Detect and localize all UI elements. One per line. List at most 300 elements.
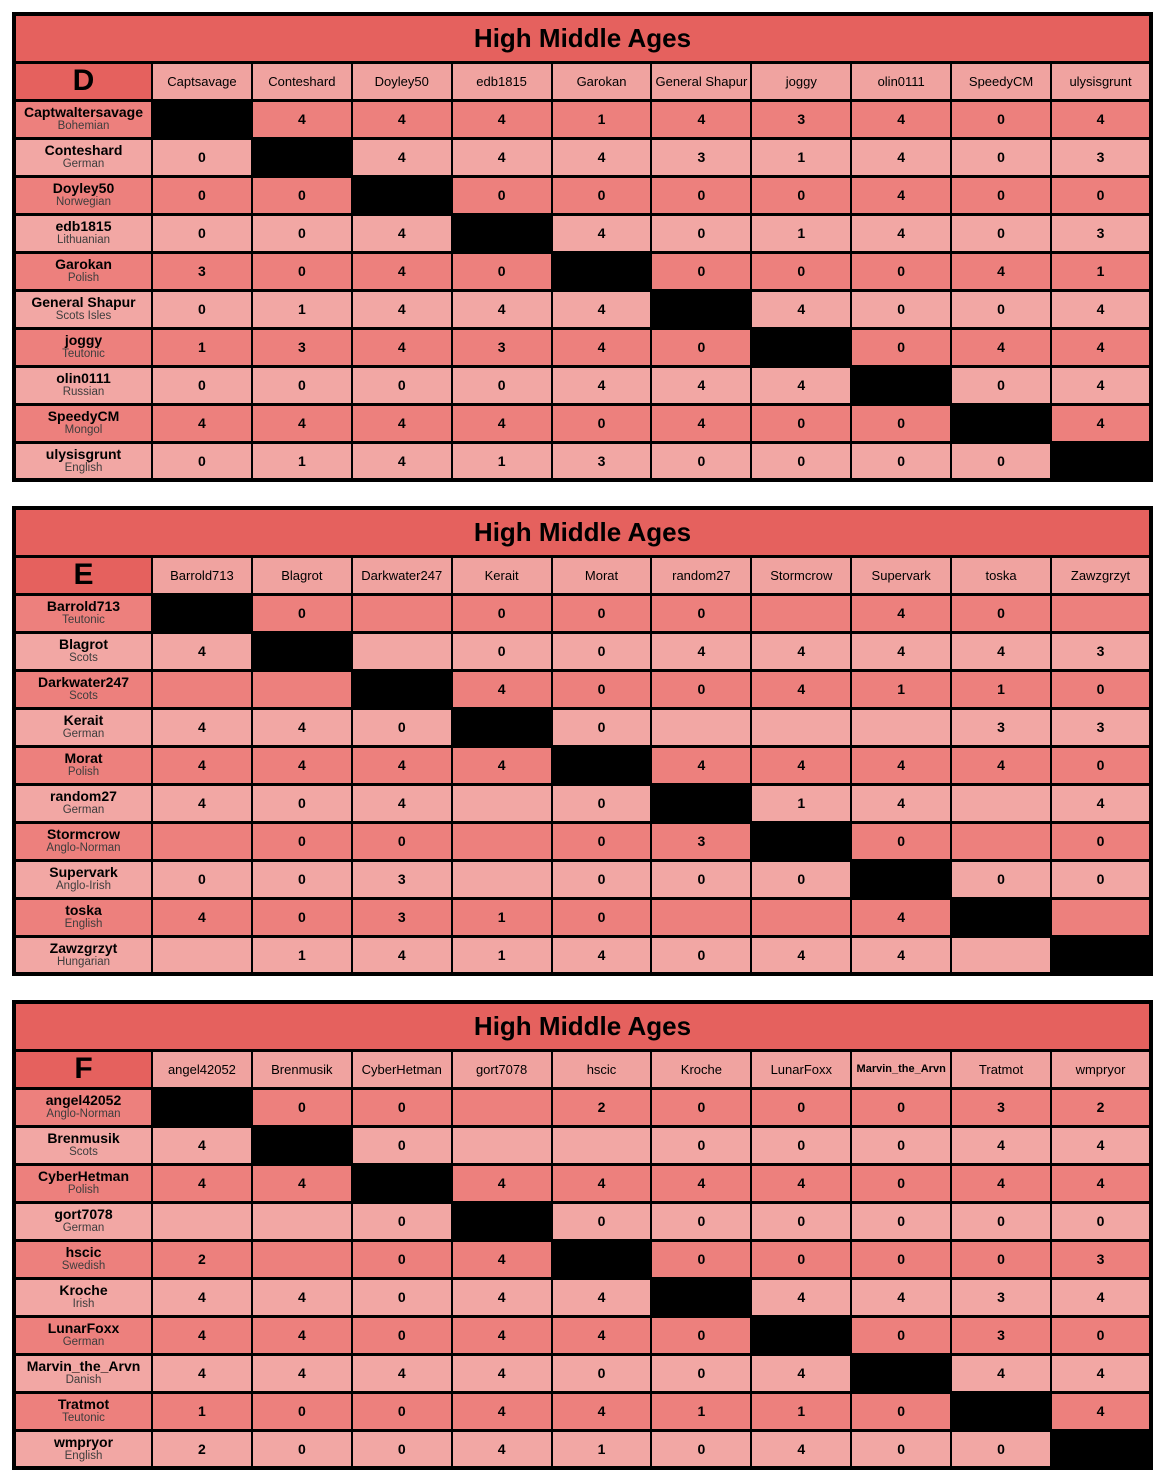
score-cell: 0 xyxy=(452,632,552,670)
score-cell: 4 xyxy=(651,366,751,404)
score-cell: 4 xyxy=(152,1126,252,1164)
player-name: Zawzgrzyt xyxy=(49,940,118,957)
score-cell xyxy=(751,898,851,936)
score-cell: 3 xyxy=(951,1088,1051,1126)
score-cell: 4 xyxy=(452,1354,552,1392)
player-label xyxy=(14,898,152,936)
score-cell: 0 xyxy=(352,708,452,746)
column-header: Zawzgrzyt xyxy=(1051,556,1151,594)
column-header: Blagrot xyxy=(252,556,352,594)
player-row xyxy=(14,898,1151,936)
score-cell: 3 xyxy=(951,1278,1051,1316)
score-cell: 4 xyxy=(851,594,951,632)
score-cell: 0 xyxy=(452,252,552,290)
score-cell: 4 xyxy=(951,1126,1051,1164)
score-cell: 0 xyxy=(651,328,751,366)
player-name: olin0111 xyxy=(56,370,111,387)
score-cell: 0 xyxy=(851,1430,951,1468)
diagonal-cell xyxy=(352,670,452,708)
player-row xyxy=(14,442,1151,480)
score-cell: 4 xyxy=(352,138,452,176)
player-name: joggy xyxy=(64,332,103,349)
group-letter: E xyxy=(14,556,152,594)
score-cell: 1 xyxy=(951,670,1051,708)
diagonal-cell xyxy=(252,632,352,670)
player-name: ulysisgrunt xyxy=(45,446,122,463)
score-cell: 4 xyxy=(552,936,652,974)
group-e-table xyxy=(12,506,1153,976)
score-cell: 4 xyxy=(152,1316,252,1354)
score-cell: 0 xyxy=(951,366,1051,404)
score-cell: 2 xyxy=(152,1240,252,1278)
diagonal-cell xyxy=(152,594,252,632)
score-cell: 0 xyxy=(352,1278,452,1316)
player-label xyxy=(14,366,152,404)
diagonal-cell xyxy=(751,1316,851,1354)
group-e-body xyxy=(14,594,1151,974)
player-label xyxy=(14,100,152,138)
score-cell xyxy=(152,936,252,974)
player-label xyxy=(14,290,152,328)
score-cell: 1 xyxy=(452,898,552,936)
score-cell: 0 xyxy=(851,1126,951,1164)
score-cell: 4 xyxy=(252,1278,352,1316)
player-row xyxy=(14,632,1151,670)
score-cell: 4 xyxy=(352,404,452,442)
score-cell xyxy=(452,822,552,860)
score-cell: 4 xyxy=(751,1354,851,1392)
player-row xyxy=(14,822,1151,860)
player-name: Captwaltersavage xyxy=(23,104,144,121)
score-cell: 0 xyxy=(152,442,252,480)
score-cell: 0 xyxy=(851,1316,951,1354)
score-cell: 0 xyxy=(552,670,652,708)
player-nation: Scots xyxy=(69,1146,98,1159)
column-header: Stormcrow xyxy=(751,556,851,594)
player-name: Morat xyxy=(64,750,103,767)
score-cell: 0 xyxy=(252,1088,352,1126)
player-nation: Swedish xyxy=(61,1260,106,1273)
score-cell: 0 xyxy=(951,1430,1051,1468)
player-row xyxy=(14,594,1151,632)
score-cell: 4 xyxy=(552,290,652,328)
column-header: Doyley50 xyxy=(352,62,452,100)
player-row xyxy=(14,328,1151,366)
score-cell: 0 xyxy=(851,1164,951,1202)
score-cell: 1 xyxy=(751,138,851,176)
group-letter: D xyxy=(14,62,152,100)
player-label xyxy=(14,1164,152,1202)
player-name: Kroche xyxy=(59,1282,108,1299)
column-header: Conteshard xyxy=(252,62,352,100)
player-name: Barrold713 xyxy=(46,598,121,615)
column-header: wmpryor xyxy=(1051,1050,1151,1088)
score-cell: 4 xyxy=(651,632,751,670)
player-nation: English xyxy=(64,462,103,475)
diagonal-cell xyxy=(452,1202,552,1240)
score-cell: 4 xyxy=(352,784,452,822)
player-label xyxy=(14,176,152,214)
score-cell: 0 xyxy=(352,1088,452,1126)
group-letter: F xyxy=(14,1050,152,1088)
player-nation: Irish xyxy=(72,1298,95,1311)
score-cell: 1 xyxy=(552,100,652,138)
diagonal-cell xyxy=(252,1126,352,1164)
player-label xyxy=(14,1202,152,1240)
score-cell: 4 xyxy=(152,898,252,936)
score-cell: 3 xyxy=(1051,632,1151,670)
score-cell: 4 xyxy=(1051,100,1151,138)
score-cell: 4 xyxy=(152,1278,252,1316)
score-cell: 1 xyxy=(152,1392,252,1430)
score-cell: 4 xyxy=(851,746,951,784)
player-label xyxy=(14,404,152,442)
score-cell: 1 xyxy=(1051,252,1151,290)
score-cell: 0 xyxy=(851,1088,951,1126)
score-cell: 4 xyxy=(851,784,951,822)
score-cell: 0 xyxy=(552,404,652,442)
player-nation: Russian xyxy=(62,386,105,399)
score-cell: 4 xyxy=(552,1316,652,1354)
diagonal-cell xyxy=(452,708,552,746)
score-cell: 4 xyxy=(751,746,851,784)
score-cell: 0 xyxy=(1051,822,1151,860)
score-cell: 4 xyxy=(1051,1278,1151,1316)
diagonal-cell xyxy=(951,404,1051,442)
player-name: SpeedyCM xyxy=(47,408,120,425)
player-row xyxy=(14,936,1151,974)
score-cell: 0 xyxy=(352,1392,452,1430)
player-row xyxy=(14,1392,1151,1430)
score-cell: 0 xyxy=(252,214,352,252)
player-label xyxy=(14,1430,152,1468)
player-nation: Anglo-Norman xyxy=(46,1108,121,1121)
column-header: angel42052 xyxy=(152,1050,252,1088)
player-nation: German xyxy=(62,1336,105,1349)
score-cell: 0 xyxy=(951,138,1051,176)
score-cell: 4 xyxy=(352,1354,452,1392)
score-cell: 4 xyxy=(1051,1126,1151,1164)
score-cell: 3 xyxy=(1051,214,1151,252)
score-cell: 0 xyxy=(252,822,352,860)
player-label xyxy=(14,746,152,784)
player-row xyxy=(14,1164,1151,1202)
player-nation: English xyxy=(64,1450,103,1463)
player-name: angel42052 xyxy=(45,1092,122,1109)
column-header: joggy xyxy=(751,62,851,100)
group-d-body xyxy=(14,100,1151,480)
score-cell: 3 xyxy=(651,138,751,176)
score-cell: 4 xyxy=(452,1240,552,1278)
column-header: Captsavage xyxy=(152,62,252,100)
player-name: random27 xyxy=(50,788,117,805)
player-label xyxy=(14,1088,152,1126)
score-cell: 0 xyxy=(1051,1316,1151,1354)
player-name: CyberHetman xyxy=(37,1168,130,1185)
player-nation: Scots xyxy=(69,652,98,665)
score-cell: 4 xyxy=(552,328,652,366)
score-cell: 4 xyxy=(851,214,951,252)
score-cell: 0 xyxy=(851,252,951,290)
title-row xyxy=(14,508,1151,556)
player-row xyxy=(14,670,1151,708)
player-nation: Bohemian xyxy=(57,120,110,133)
score-cell: 0 xyxy=(1051,860,1151,898)
score-cell xyxy=(851,708,951,746)
score-cell: 0 xyxy=(951,594,1051,632)
score-cell: 3 xyxy=(552,442,652,480)
score-cell: 4 xyxy=(452,1278,552,1316)
score-cell: 0 xyxy=(252,176,352,214)
score-cell xyxy=(751,594,851,632)
score-cell: 4 xyxy=(352,442,452,480)
score-cell: 4 xyxy=(452,100,552,138)
player-row xyxy=(14,1354,1151,1392)
score-cell: 4 xyxy=(352,214,452,252)
score-cell: 4 xyxy=(152,1164,252,1202)
player-row xyxy=(14,366,1151,404)
score-cell: 0 xyxy=(851,822,951,860)
diagonal-cell xyxy=(252,138,352,176)
score-cell: 4 xyxy=(252,100,352,138)
score-cell: 3 xyxy=(1051,1240,1151,1278)
score-cell xyxy=(951,936,1051,974)
player-nation: Polish xyxy=(67,766,100,779)
player-row xyxy=(14,1278,1151,1316)
player-row xyxy=(14,1430,1151,1468)
score-cell: 4 xyxy=(751,1164,851,1202)
score-cell: 0 xyxy=(651,670,751,708)
column-header: Marvin_the_Arvn xyxy=(851,1050,951,1088)
diagonal-cell xyxy=(552,1240,652,1278)
score-cell: 4 xyxy=(851,176,951,214)
player-label xyxy=(14,1354,152,1392)
column-header: gort7078 xyxy=(452,1050,552,1088)
score-cell: 0 xyxy=(152,290,252,328)
score-cell xyxy=(152,1202,252,1240)
player-nation: German xyxy=(62,728,105,741)
player-label xyxy=(14,1316,152,1354)
player-nation: Teutonic xyxy=(62,348,105,361)
column-header: SpeedyCM xyxy=(951,62,1051,100)
player-nation: Teutonic xyxy=(62,614,105,627)
score-cell: 0 xyxy=(851,1392,951,1430)
column-header: Supervark xyxy=(851,556,951,594)
score-cell: 4 xyxy=(552,138,652,176)
player-name: Tratmot xyxy=(57,1396,110,1413)
score-cell: 0 xyxy=(152,366,252,404)
score-cell xyxy=(1051,898,1151,936)
score-cell: 1 xyxy=(252,442,352,480)
score-cell: 0 xyxy=(452,594,552,632)
score-cell xyxy=(651,898,751,936)
column-header: Barrold713 xyxy=(152,556,252,594)
score-cell: 4 xyxy=(452,1392,552,1430)
player-name: hscic xyxy=(65,1244,102,1261)
score-cell: 4 xyxy=(851,898,951,936)
score-cell: 4 xyxy=(352,290,452,328)
player-name: toska xyxy=(65,902,102,919)
score-cell: 0 xyxy=(651,1240,751,1278)
score-cell: 4 xyxy=(452,404,552,442)
score-cell xyxy=(552,1126,652,1164)
player-nation: German xyxy=(62,158,105,171)
score-cell xyxy=(951,784,1051,822)
player-label xyxy=(14,1392,152,1430)
score-cell: 0 xyxy=(851,1240,951,1278)
score-cell: 4 xyxy=(851,138,951,176)
score-cell: 0 xyxy=(851,328,951,366)
score-cell: 0 xyxy=(1051,670,1151,708)
player-nation: German xyxy=(62,1222,105,1235)
score-cell: 4 xyxy=(851,1278,951,1316)
diagonal-cell xyxy=(751,822,851,860)
score-cell xyxy=(452,784,552,822)
score-cell xyxy=(651,708,751,746)
player-name: Stormcrow xyxy=(46,826,121,843)
score-cell xyxy=(352,594,452,632)
score-cell: 0 xyxy=(651,594,751,632)
column-header: edb1815 xyxy=(452,62,552,100)
score-cell: 0 xyxy=(851,290,951,328)
score-cell: 4 xyxy=(751,936,851,974)
score-cell: 0 xyxy=(651,442,751,480)
score-cell: 1 xyxy=(751,214,851,252)
diagonal-cell xyxy=(452,214,552,252)
score-cell: 4 xyxy=(1051,1392,1151,1430)
player-nation: Norwegian xyxy=(56,196,111,209)
score-cell: 0 xyxy=(651,860,751,898)
diagonal-cell xyxy=(851,366,951,404)
score-cell: 0 xyxy=(951,214,1051,252)
score-cell: 0 xyxy=(452,176,552,214)
diagonal-cell xyxy=(951,898,1051,936)
player-nation: English xyxy=(64,918,103,931)
score-cell: 4 xyxy=(452,290,552,328)
score-cell: 2 xyxy=(1051,1088,1151,1126)
score-cell: 0 xyxy=(851,1202,951,1240)
player-nation: German xyxy=(62,804,105,817)
diagonal-cell xyxy=(552,252,652,290)
player-label xyxy=(14,822,152,860)
score-cell: 4 xyxy=(751,632,851,670)
score-cell: 0 xyxy=(252,1430,352,1468)
score-cell: 4 xyxy=(552,1164,652,1202)
player-row xyxy=(14,252,1151,290)
score-cell: 0 xyxy=(252,366,352,404)
score-cell: 2 xyxy=(152,1430,252,1468)
score-cell: 1 xyxy=(851,670,951,708)
player-label xyxy=(14,1126,152,1164)
player-row xyxy=(14,404,1151,442)
score-cell: 0 xyxy=(651,1126,751,1164)
score-cell xyxy=(452,1088,552,1126)
player-row xyxy=(14,1088,1151,1126)
score-cell: 0 xyxy=(552,1202,652,1240)
player-row xyxy=(14,1126,1151,1164)
score-cell: 0 xyxy=(152,138,252,176)
score-cell xyxy=(252,1202,352,1240)
score-cell: 4 xyxy=(951,632,1051,670)
score-cell: 0 xyxy=(951,860,1051,898)
column-header: Morat xyxy=(552,556,652,594)
score-cell: 0 xyxy=(651,176,751,214)
score-cell: 4 xyxy=(1051,1164,1151,1202)
score-cell: 0 xyxy=(352,1316,452,1354)
score-cell: 4 xyxy=(651,1164,751,1202)
score-cell xyxy=(152,670,252,708)
score-cell: 1 xyxy=(452,442,552,480)
player-row xyxy=(14,1316,1151,1354)
column-header: General Shapur xyxy=(651,62,751,100)
player-nation: Hungarian xyxy=(56,956,111,969)
score-cell: 4 xyxy=(352,328,452,366)
score-cell: 4 xyxy=(152,632,252,670)
score-cell: 1 xyxy=(751,1392,851,1430)
player-label xyxy=(14,328,152,366)
column-header: CyberHetman xyxy=(352,1050,452,1088)
score-cell: 4 xyxy=(252,1164,352,1202)
score-cell: 3 xyxy=(951,708,1051,746)
score-cell: 0 xyxy=(751,860,851,898)
score-cell: 3 xyxy=(452,328,552,366)
score-cell: 4 xyxy=(1051,1354,1151,1392)
score-cell: 0 xyxy=(1051,1202,1151,1240)
player-name: LunarFoxx xyxy=(47,1320,120,1337)
player-nation: Polish xyxy=(67,272,100,285)
score-cell: 0 xyxy=(552,708,652,746)
score-cell: 4 xyxy=(352,100,452,138)
score-cell: 4 xyxy=(651,404,751,442)
score-cell: 3 xyxy=(352,860,452,898)
score-cell: 1 xyxy=(252,290,352,328)
score-cell: 0 xyxy=(751,404,851,442)
table-title: High Middle Ages xyxy=(14,1002,1151,1050)
player-label xyxy=(14,1240,152,1278)
player-name: Doyley50 xyxy=(52,180,115,197)
player-nation: Anglo-Irish xyxy=(56,880,111,893)
player-nation: Teutonic xyxy=(62,1412,105,1425)
score-cell: 0 xyxy=(951,1240,1051,1278)
group-f-table xyxy=(12,1000,1153,1470)
player-label xyxy=(14,860,152,898)
score-cell: 4 xyxy=(751,1430,851,1468)
score-cell: 0 xyxy=(751,442,851,480)
column-header: Brenmusik xyxy=(252,1050,352,1088)
score-cell: 0 xyxy=(751,1088,851,1126)
score-cell: 4 xyxy=(152,404,252,442)
column-header-row xyxy=(14,556,1151,594)
player-name: Garokan xyxy=(55,256,112,273)
score-cell: 0 xyxy=(951,442,1051,480)
diagonal-cell xyxy=(651,290,751,328)
score-cell: 4 xyxy=(352,252,452,290)
score-cell: 0 xyxy=(452,366,552,404)
score-cell xyxy=(252,670,352,708)
score-cell: 0 xyxy=(751,1126,851,1164)
score-cell: 0 xyxy=(352,822,452,860)
score-cell: 4 xyxy=(651,100,751,138)
player-name: Darkwater247 xyxy=(37,674,130,691)
score-cell: 4 xyxy=(751,1278,851,1316)
score-cell: 0 xyxy=(352,1430,452,1468)
score-cell: 4 xyxy=(651,746,751,784)
score-cell xyxy=(951,822,1051,860)
score-cell: 4 xyxy=(851,936,951,974)
score-cell: 3 xyxy=(1051,138,1151,176)
score-cell: 0 xyxy=(751,1240,851,1278)
player-nation: Polish xyxy=(67,1184,100,1197)
